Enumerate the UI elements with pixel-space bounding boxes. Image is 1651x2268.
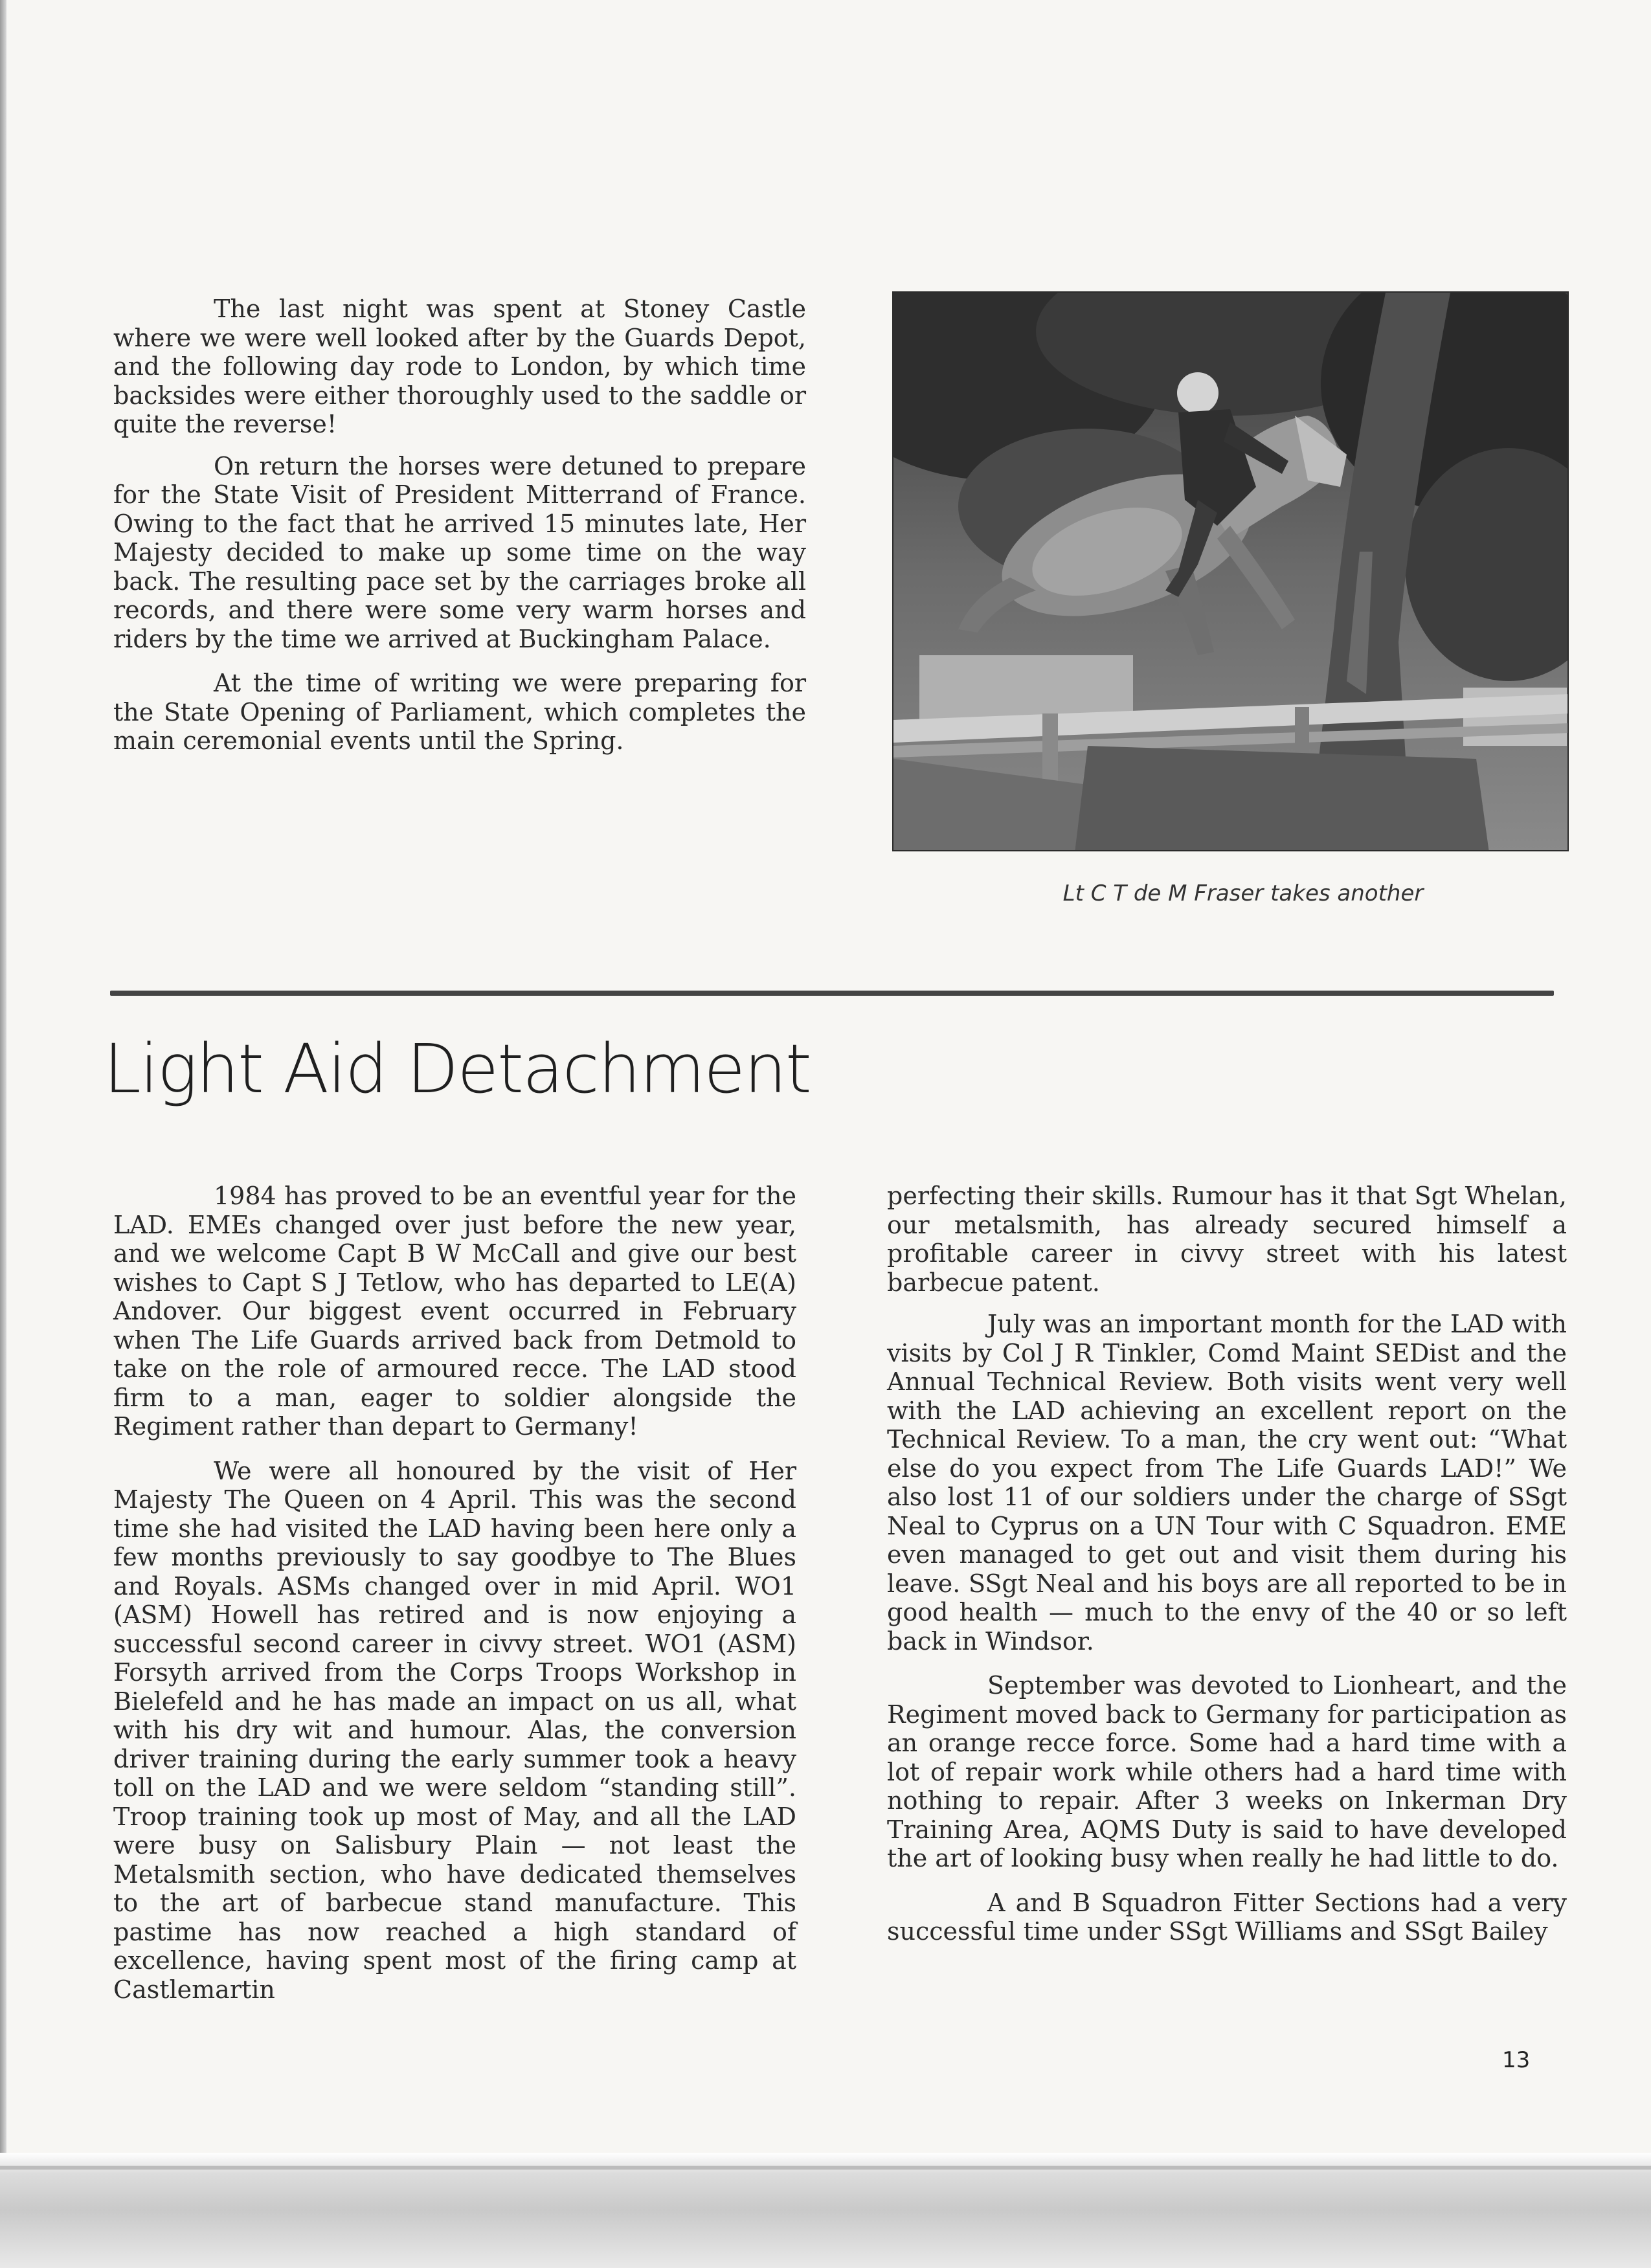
page-bottom-edge <box>0 2166 1651 2170</box>
photo-caption: Lt C T de M Fraser takes another <box>1062 881 1424 906</box>
article-right-column <box>887 1182 1567 1959</box>
section-divider <box>110 991 1554 996</box>
horse-jump-illustration <box>893 293 1569 851</box>
article-paragraph: 1984 has proved to be an eventful year for the LAD. EMEs changed over just before the new year, and we welcome Capt B W McCall and give our best wishes to Capt S J Tetlow, who has departed to LE(A) Andover. Our biggest event occurred in February when The Life Guards arrived back from Detmold to take on the role of armoured recce. The LAD stood firm to a man, eager to soldier alongside the Regiment rather than depart to Germany! <box>113 1182 796 1441</box>
article-paragraph: A and B Squadron Fitter Sections had a very successful time under SSgt Williams and SSgt Bailey <box>887 1888 1567 1946</box>
horse-jump-photo <box>892 291 1569 851</box>
article-title: Light Aid Detachment <box>104 1029 811 1108</box>
article-paragraph: September was devoted to Lionheart, and the Regiment moved back to Germany for participation as an orange recce force. Some had a hard time with a lot of repair work while others had a hard time with nothing to repair. After 3 weeks on Inkerman Dry Training Area, AQMS Duty is said to have developed the art of looking busy when really he had little to do. <box>887 1671 1567 1872</box>
article-left-column <box>113 1182 796 2017</box>
page-bottom-shadow <box>0 2153 1651 2268</box>
article-paragraph: July was an important month for the LAD with visits by Col J R Tinkler, Comd Maint SEDist and the Annual Technical Review. Both visits went very well with the LAD achieving an excellent report on the Technical Review. To a man, the cry went out: “What else do you expect from The Life Guards LAD!” We also lost 11 of our soldiers under the charge of SSgt Neal to Cyprus on a UN Tour with C Squadron. EME even managed to get out and visit them during his leave. SSgt Neal and his boys are all reported to be in good health — much to the envy of the 40 or so left back in Windsor. <box>887 1310 1567 1656</box>
upper-paragraph: On return the horses were detuned to prepare for the State Visit of President Mitterrand of France. Owing to the fact that he arrived 15 minutes late, Her Majesty decided to make up some time on the way back. The resulting pace set by the carriages broke all records, and there were some very warm horses and riders by the time we arrived at Buckingham Palace. <box>113 451 806 653</box>
article-paragraph: We were all honoured by the visit of Her Majesty The Queen on 4 April. This was the second time she had visited the LAD having been here only a few months previously to say goodbye to The Blues and Royals. ASMs changed over in mid April. WO1 (ASM) Howell has retired and is now enjoying a successful second career in civvy street. WO1 (ASM) Forsyth arrived from the Corps Troops Workshop in Bielefeld and he has made an impact on us all, what with his dry wit and humour. Alas, the conversion driver training during the early summer took a heavy toll on the LAD and we were seldom “standing still”. Troop training took up most of May, and all the LAD were busy on Salisbury Plain — not least the Metalsmith section, who have dedicated themselves to the art of barbecue stand manufacture. This pastime has now reached a high standard of excellence, having spent most of the firing camp at Castlemartin <box>113 1456 796 2004</box>
upper-text-column <box>113 295 806 769</box>
page-binding-edge <box>0 0 6 2268</box>
upper-paragraph: The last night was spent at Stoney Castle where we were well looked after by the Guards Depot, and the following day rode to London, by which time backsides were either thoroughly used to the saddle or quite the reverse! <box>113 295 806 438</box>
upper-paragraph: At the time of writing we were preparing for the State Opening of Parliament, which completes the main ceremonial events until the Spring. <box>113 669 806 755</box>
page-number: 13 <box>1502 2047 1531 2073</box>
article-paragraph: perfecting their skills. Rumour has it that Sgt Whelan, our metalsmith, has already secured himself a profitable career in civvy street with his latest barbecue patent. <box>887 1182 1567 1297</box>
